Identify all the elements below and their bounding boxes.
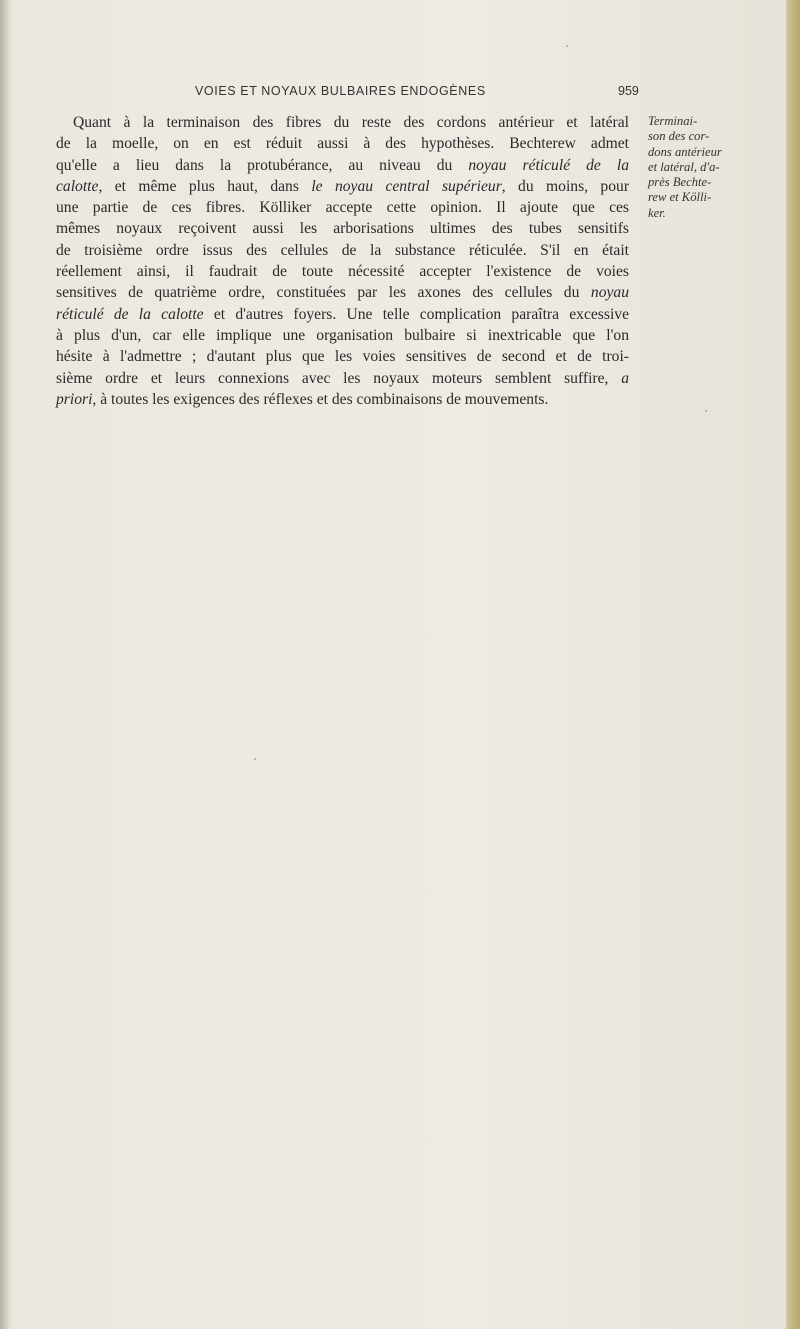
paper-speck bbox=[566, 45, 568, 47]
marginal-note-line: ker. bbox=[648, 205, 666, 220]
text-run: de troisième ordre issus des cellules de la substance réticulée. S'il en était bbox=[56, 241, 629, 259]
italic-term: le noyau central supérieur bbox=[311, 177, 502, 195]
text-run: , à toutes les exigences des réflexes et des combinaisons de mouvements. bbox=[92, 390, 549, 408]
text-run: une partie de ces fibres. Kölliker accepte cette opinion. Il ajoute que ces bbox=[56, 199, 629, 217]
text-run: hésite à l'admettre ; d'autant plus que les voies sensitives de second et de troi- bbox=[56, 348, 629, 366]
text-line bbox=[56, 112, 629, 133]
text-line bbox=[56, 325, 629, 346]
marginal-note-line: près Bechte- bbox=[648, 175, 712, 190]
text-run: mêmes noyaux reçoivent aussi les arborisations ultimes des tubes sensitifs bbox=[56, 220, 629, 238]
text-line bbox=[56, 389, 629, 410]
text-run: Quant à la terminaison des fibres du reste des cordons antérieur et latéral bbox=[73, 114, 629, 131]
text-run: réellement ainsi, il faudrait de toute nécessité accepter l'existence de voies bbox=[56, 263, 629, 281]
text-run: sensitives de quatrième ordre, constituées par les axones des cellules du bbox=[56, 284, 591, 302]
text-run: , du moins, pour bbox=[501, 177, 630, 195]
text-line bbox=[56, 261, 629, 282]
text-line bbox=[56, 197, 629, 218]
italic-term: priori bbox=[56, 390, 93, 408]
text-line bbox=[56, 240, 629, 261]
main-paragraph bbox=[56, 112, 629, 410]
text-run: sième ordre et leurs connexions avec les noyaux moteurs semblent suffire, bbox=[56, 369, 622, 387]
italic-term: a bbox=[621, 369, 629, 387]
running-title: VOIES ET NOYAUX BULBAIRES ENDOGÈNES bbox=[195, 84, 486, 98]
page-edge bbox=[786, 0, 800, 1329]
italic-term: noyau réticulé de la bbox=[468, 156, 629, 174]
text-run: à plus d'un, car elle implique une organisation bulbaire si inextricable que l'on bbox=[56, 326, 629, 344]
marginal-note-line: et latéral, d'a- bbox=[648, 159, 720, 174]
italic-term: noyau bbox=[590, 284, 629, 302]
running-head bbox=[0, 84, 800, 104]
text-run: et d'autres foyers. Une telle complication paraîtra excessive bbox=[203, 305, 629, 323]
page-gutter-shadow bbox=[0, 0, 10, 1329]
text-line bbox=[56, 304, 629, 325]
text-line bbox=[56, 155, 629, 176]
marginal-note-line: son des cor- bbox=[648, 129, 710, 144]
text-line bbox=[56, 218, 629, 239]
text-run: qu'elle a lieu dans la protubérance, au niveau du bbox=[56, 156, 469, 174]
paper-speck bbox=[705, 410, 707, 412]
marginal-note bbox=[648, 114, 773, 221]
text-run: , et même plus haut, dans bbox=[98, 177, 312, 195]
marginal-note-line: rew et Kölli- bbox=[648, 190, 712, 205]
marginal-note-line: dons antérieur bbox=[648, 144, 722, 159]
text-line bbox=[56, 368, 629, 389]
text-line bbox=[56, 282, 629, 303]
text-line bbox=[56, 346, 629, 367]
paper-speck bbox=[254, 758, 256, 760]
text-line bbox=[56, 133, 629, 154]
page-number: 959 bbox=[618, 84, 639, 98]
italic-term: réticulé de la calotte bbox=[56, 305, 204, 323]
text-line bbox=[56, 176, 629, 197]
italic-term: calotte bbox=[56, 177, 99, 195]
marginal-note-line: Terminai- bbox=[648, 114, 698, 128]
text-run: de la moelle, on en est réduit aussi à des hypothèses. Bechterew admet bbox=[56, 135, 629, 153]
